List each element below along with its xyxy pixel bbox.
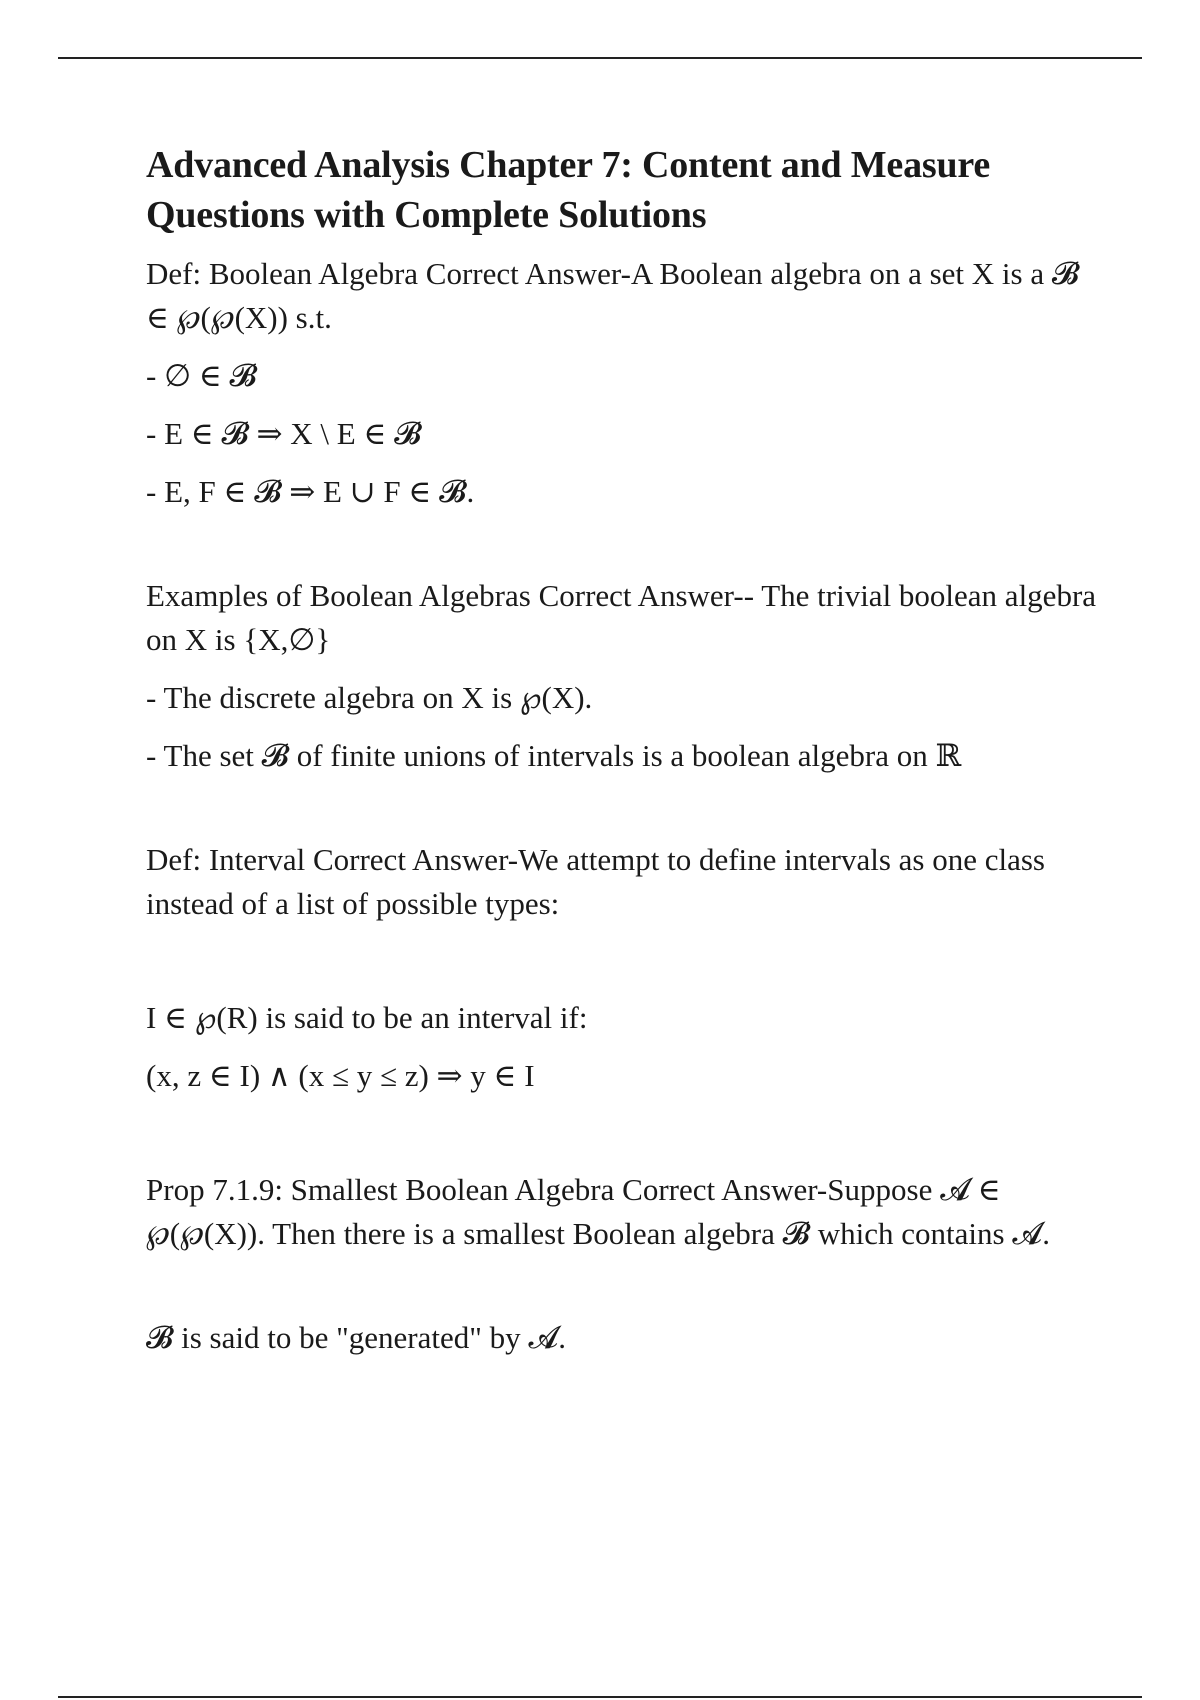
- interval-definition: Def: Interval Correct Answer-We attempt to define intervals as one class instead of a list of possible types:: [146, 842, 1045, 921]
- boolean-algebra-axiom-3: - E, F ∈ 𝓑 ⇒ E ∪ F ∈ 𝓑.: [146, 474, 475, 509]
- bottom-rule: [58, 1696, 1142, 1698]
- document-body: [146, 140, 1106, 1360]
- boolean-algebra-axiom-2: - E ∈ 𝓑 ⇒ X \ E ∈ 𝓑: [146, 416, 422, 451]
- smallest-boolean-algebra-prop: Prop 7.1.9: Smallest Boolean Algebra Correct Answer-Suppose 𝓐 ∈ ℘(℘(X)). Then there is a smallest Boolean algebra 𝓑 which contains 𝓐.: [146, 1172, 1050, 1251]
- example-discrete: - The discrete algebra on X is ℘(X).: [146, 680, 593, 715]
- examples-heading: Examples of Boolean Algebras Correct Answer-- The trivial boolean algebra on X is {X,∅}: [146, 578, 1097, 657]
- interval-statement: I ∈ ℘(R) is said to be an interval if:: [146, 1000, 588, 1035]
- generated-note: 𝓑 is said to be "generated" by 𝓐.: [146, 1320, 567, 1355]
- document-title: Advanced Analysis Chapter 7: Content and Measure Questions with Complete Solutions: [146, 144, 991, 236]
- boolean-algebra-definition: Def: Boolean Algebra Correct Answer-A Boolean algebra on a set X is a 𝓑 ∈ ℘(℘(X)) s.t.: [146, 256, 1080, 335]
- interval-condition: (x, z ∈ I) ∧ (x ≤ y ≤ z) ⇒ y ∈ I: [146, 1058, 535, 1093]
- top-rule: [58, 57, 1142, 59]
- example-intervals: - The set 𝓑 of finite unions of intervals is a boolean algebra on ℝ: [146, 738, 962, 773]
- boolean-algebra-axiom-1: - ∅ ∈ 𝓑: [146, 358, 257, 393]
